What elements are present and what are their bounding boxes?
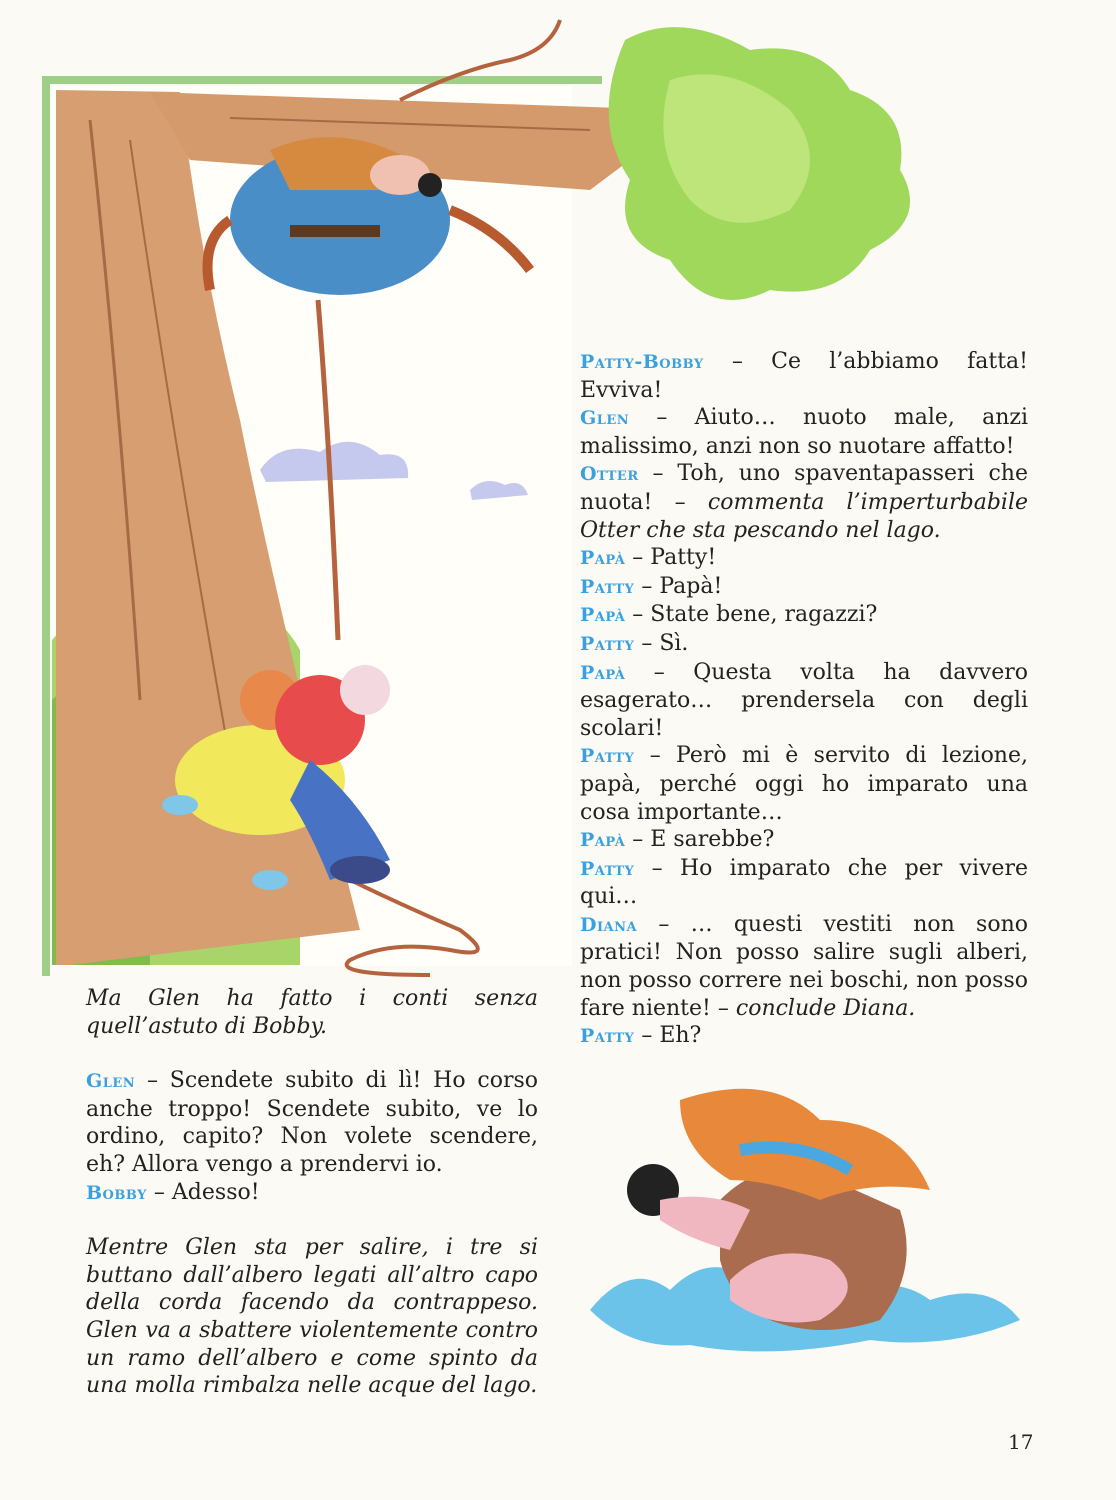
speaker-name: Patty <box>580 632 635 655</box>
dialogue-line: Patty-Bobby – Ce l’abbiamo fatta! Evviva! <box>580 349 1028 403</box>
narration-paragraph: Ma Glen ha fatto i conti senza quell’astuto di Bobby. <box>86 986 538 1039</box>
dialogue-line: Patty – Ho imparato che per vivere qui… <box>580 855 1028 910</box>
speaker-name: Papà <box>580 829 626 852</box>
dialogue-line: Patty – Papà! <box>580 573 723 599</box>
speaker-name: Diana <box>580 913 638 936</box>
dialogue-line: Patty – Sì. <box>580 630 689 656</box>
speaker-name: Glen <box>86 1070 136 1093</box>
right-column-dialogue <box>580 348 1028 1051</box>
speaker-name: Patty <box>580 1025 635 1048</box>
speaker-name: Bobby <box>86 1181 147 1204</box>
speaker-name: Papà <box>580 661 626 684</box>
dialogue-line: Papà – State bene, ragazzi? <box>580 602 878 628</box>
dialogue-line: Papà – E sarebbe? <box>580 827 775 853</box>
speaker-name: Papà <box>580 547 626 570</box>
dialogue-line: Diana – … questi vestiti non sono pratici! Non posso salire sugli alberi, non posso correre nei boschi, non posso fare niente! – conclude Diana. <box>580 911 1028 1021</box>
glen-in-water-illustration <box>570 1060 1050 1360</box>
speaker-name: Glen <box>580 407 630 430</box>
dialogue-line: Patty – Eh? <box>580 1023 702 1049</box>
speaker-name: Patty <box>580 745 635 768</box>
dialogue-line: Otter – Toh, uno spaventapasseri che nuota! – commenta l’imperturbabile Otter che sta pescando nel lago. <box>580 461 1028 543</box>
dialogue-line: Papà – Questa volta ha davvero esagerato… prendersela con degli scolari! <box>580 659 1028 741</box>
dialogue-line: Glen – Scendete subito di lì! Ho corso anche troppo! Scendete subito, ve lo ordino, capito? Non volete scendere, eh? Allora vengo a prendervi io. <box>86 1068 538 1177</box>
narration-paragraph: Mentre Glen sta per salire, i tre si buttano dall’albero legati all’altro capo della corda facendo da contrappeso. Glen va a sbattere violentemente contro un ramo dell’albero e come spinto da una molla rimbalza nelle acque del lago. <box>86 1235 538 1399</box>
left-column-text <box>86 985 538 1400</box>
dialogue-line: Papà – Patty! <box>580 545 717 571</box>
dialogue-line: Bobby – Adesso! <box>86 1179 260 1205</box>
dialogue-line: Patty – Però mi è servito di lezione, papà, perché oggi ho imparato una cosa importante… <box>580 743 1028 825</box>
speaker-name: Patty-Bobby <box>580 351 704 373</box>
speaker-name: Patty <box>580 575 635 598</box>
speaker-name: Patty <box>580 857 635 880</box>
dialogue-line: Glen – Aiuto… nuoto male, anzi malissimo, anzi non so nuotare affatto! <box>580 405 1028 459</box>
speaker-name: Papà <box>580 604 626 627</box>
speaker-name: Otter <box>580 463 639 486</box>
page-number: 17 <box>1008 1430 1034 1454</box>
